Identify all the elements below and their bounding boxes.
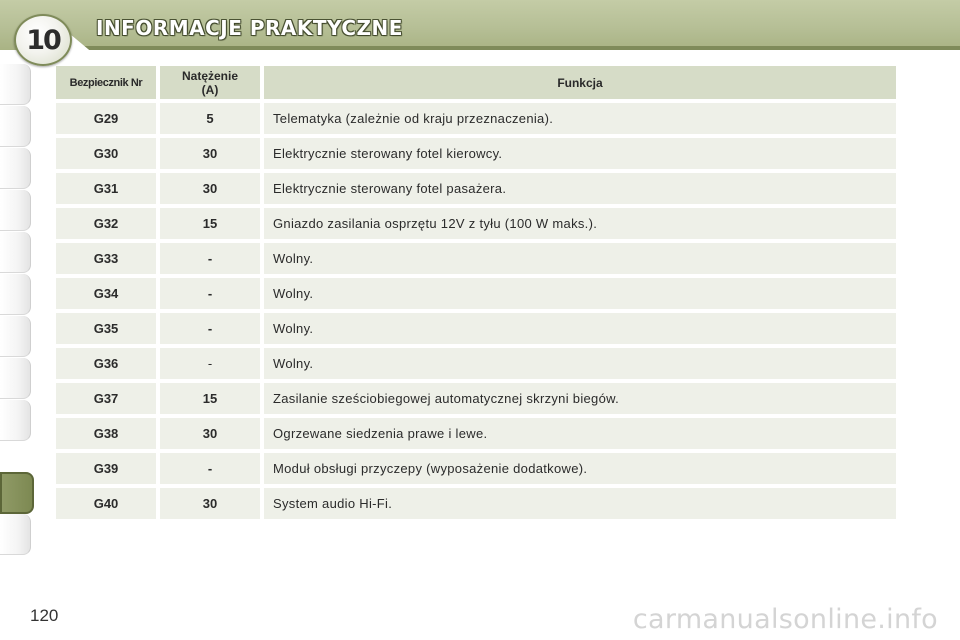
chapter-tab-10-active[interactable]: [0, 472, 34, 514]
fuse-number-cell: G38: [56, 418, 156, 449]
function-cell: Ogrzewane siedzenia prawe i lewe.: [264, 418, 896, 449]
chapter-tab-9[interactable]: [0, 400, 31, 441]
page-number: 120: [30, 606, 59, 625]
fuse-number-cell: G37: [56, 383, 156, 414]
amperage-cell: -: [160, 348, 260, 379]
amperage-cell: -: [160, 278, 260, 309]
column-header-fuse-number: Bezpiecznik Nr: [56, 66, 156, 99]
chapter-tab-2[interactable]: [0, 106, 31, 147]
chapter-tab-1[interactable]: [0, 64, 31, 105]
function-cell: Elektrycznie sterowany fotel pasażera.: [264, 173, 896, 204]
fuse-number-cell: G35: [56, 313, 156, 344]
function-cell: Wolny.: [264, 313, 896, 344]
chapter-number: 10: [26, 24, 60, 56]
table-row: [56, 278, 896, 309]
table-row: [56, 173, 896, 204]
function-cell: Elektrycznie sterowany fotel kierowcy.: [264, 138, 896, 169]
page-title: INFORMACJE PRAKTYCZNE: [96, 16, 403, 40]
amperage-cell: 30: [160, 138, 260, 169]
amperage-header-line2: (A): [201, 82, 219, 97]
function-cell: Wolny.: [264, 348, 896, 379]
table-row: [56, 348, 896, 379]
table-header-row: [56, 66, 896, 99]
amperage-header-line1: Natężenie: [181, 68, 239, 83]
amperage-cell: -: [160, 453, 260, 484]
amperage-cell: 30: [160, 418, 260, 449]
amperage-cell: -: [160, 313, 260, 344]
function-cell: Telematyka (zależnie od kraju przeznaczenia).: [264, 103, 896, 134]
chapter-tab-4[interactable]: [0, 190, 31, 231]
table-row: [56, 208, 896, 239]
table-row: [56, 243, 896, 274]
amperage-cell: 15: [160, 383, 260, 414]
chapter-tab-5[interactable]: [0, 232, 31, 273]
fuse-number-cell: G39: [56, 453, 156, 484]
watermark: carmanualsonline.info: [632, 604, 938, 635]
function-cell: Wolny.: [264, 243, 896, 274]
function-cell: Gniazdo zasilania osprzętu 12V z tyłu (100 W maks.).: [264, 208, 896, 239]
column-header-amperage: [160, 66, 260, 99]
table-row: [56, 138, 896, 169]
chapter-tab-strip: [0, 64, 34, 574]
header-divider: [60, 46, 960, 50]
chapter-badge: [14, 14, 72, 66]
fuse-number-cell: G34: [56, 278, 156, 309]
table-row: [56, 313, 896, 344]
fuse-number-cell: G32: [56, 208, 156, 239]
table-row: [56, 418, 896, 449]
function-cell: System audio Hi-Fi.: [264, 488, 896, 519]
fuse-number-cell: G36: [56, 348, 156, 379]
fuse-number-cell: G30: [56, 138, 156, 169]
table-row: [56, 383, 896, 414]
fuse-number-cell: G40: [56, 488, 156, 519]
fuse-number-cell: G31: [56, 173, 156, 204]
chapter-tab-3[interactable]: [0, 148, 31, 189]
function-cell: Wolny.: [264, 278, 896, 309]
amperage-cell: 15: [160, 208, 260, 239]
table-row: [56, 453, 896, 484]
amperage-cell: 30: [160, 173, 260, 204]
fuse-number-cell: G33: [56, 243, 156, 274]
chapter-tab-7[interactable]: [0, 316, 31, 357]
function-cell: Zasilanie sześciobiegowej automatycznej skrzyni biegów.: [264, 383, 896, 414]
amperage-cell: -: [160, 243, 260, 274]
fuse-number-cell: G29: [56, 103, 156, 134]
amperage-cell: 30: [160, 488, 260, 519]
function-cell: Moduł obsługi przyczepy (wyposażenie dodatkowe).: [264, 453, 896, 484]
column-header-function: Funkcja: [264, 66, 896, 99]
chapter-tab-11[interactable]: [0, 514, 31, 555]
table-row: [56, 488, 896, 519]
table-row: [56, 103, 896, 134]
chapter-tab-8[interactable]: [0, 358, 31, 399]
chapter-tab-6[interactable]: [0, 274, 31, 315]
amperage-cell: 5: [160, 103, 260, 134]
fuse-table: [52, 62, 900, 523]
